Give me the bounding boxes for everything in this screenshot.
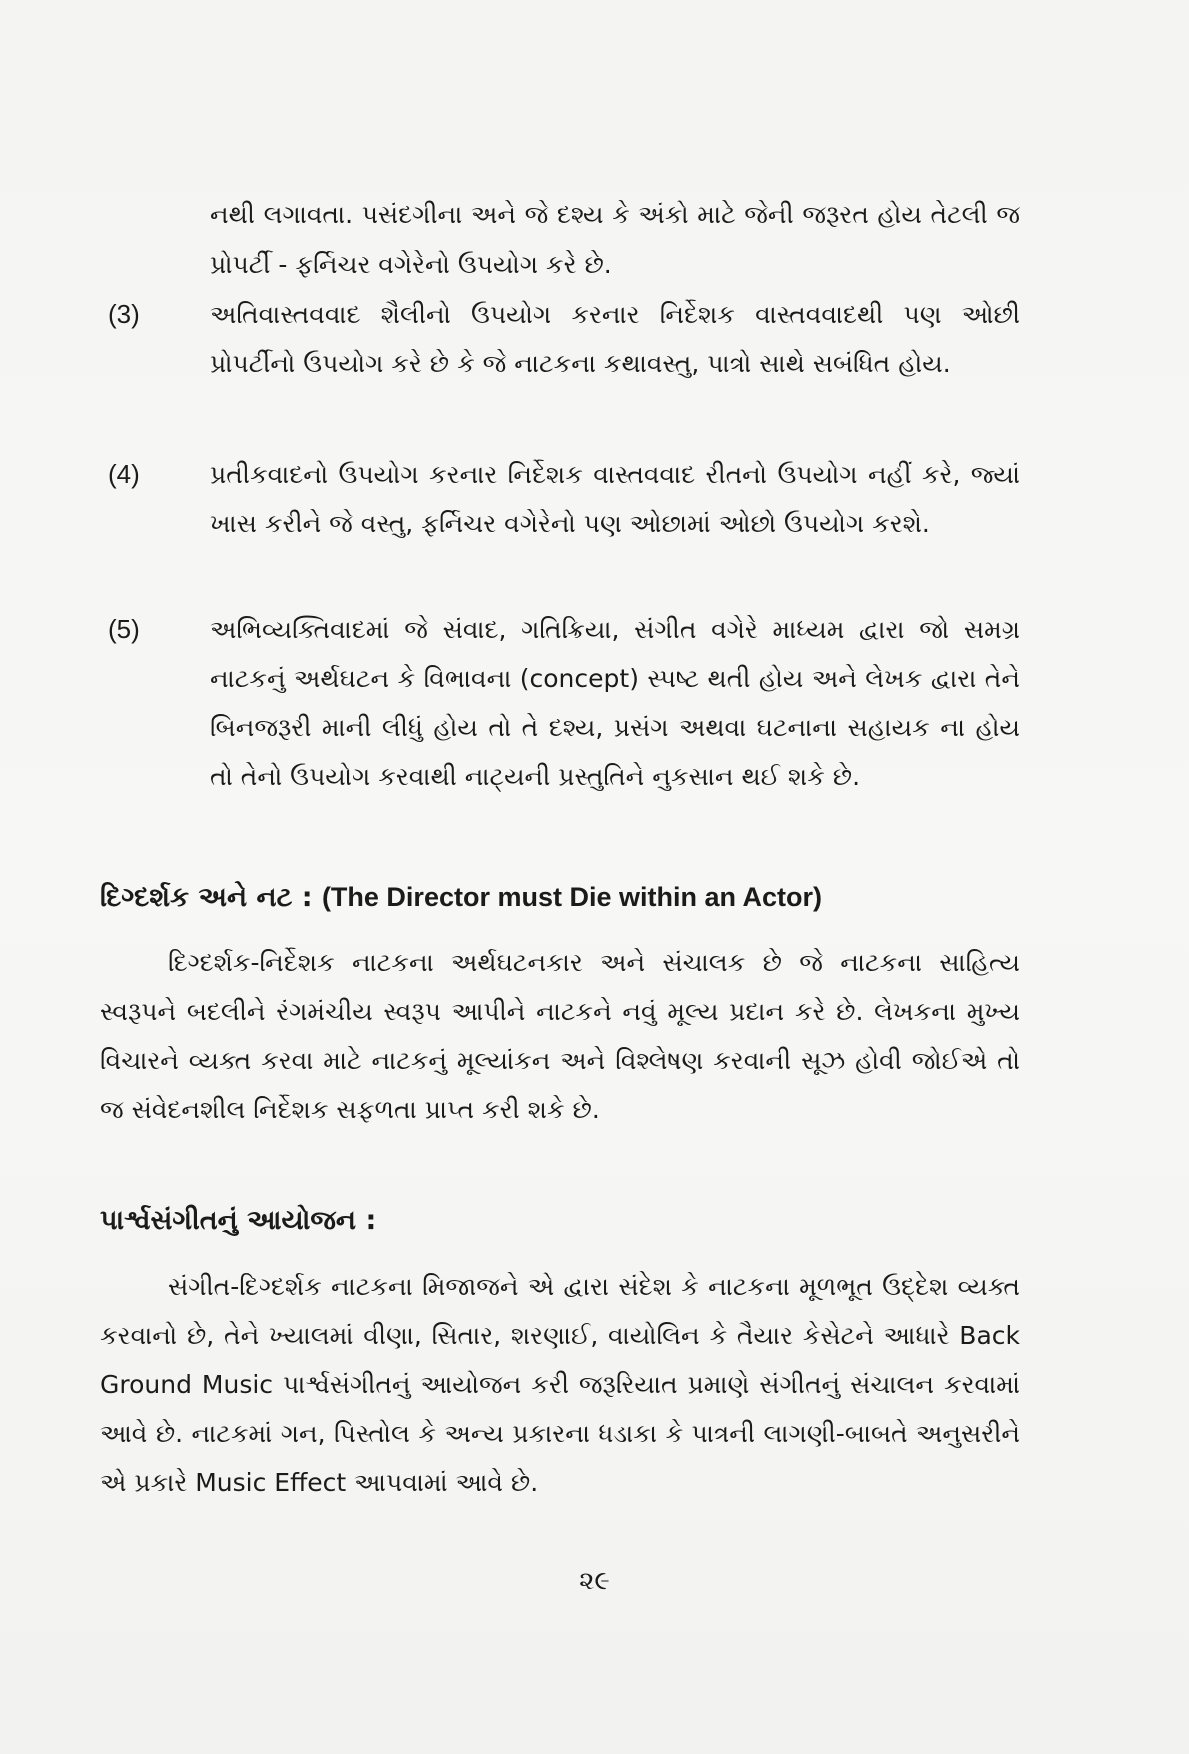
- page-number: ૨૯: [579, 1566, 610, 1596]
- list-item: [108, 450, 1020, 548]
- list-item-text: પ્રતીકવાદનો ઉપયોગ કરનાર નિર્દેશક વાસ્તવવાદ રીતનો ઉપયોગ નહીં કરે, જ્યાં ખાસ કરીને જે વસ્તુ, ફર્નિચર વગેરેનો પણ ઓછામાં ઓછો ઉપયોગ કરશે.: [210, 460, 1020, 538]
- intro-paragraph: નથી લગાવતા. પસંદગીના અને જે દશ્ય કે અંકો માટે જેની જરૂરત હોય તેટલી જ પ્રોપર્ટી - ફર્નિચર વગેરેનો ઉપયોગ કરે છે.: [210, 200, 1020, 279]
- director-paragraph: દિગ્દર્શક-નિર્દેશક નાટકના અર્થઘટનકાર અને સંચાલક છે જે નાટકના સાહિત્ય સ્વરૂપને બદલીને રંગમંચીય સ્વરૂપ આપીને નાટકને નવું મૂલ્ય પ્રદાન કરે છે. લેખકના મુખ્ય વિચારને વ્યક્ત કરવા માટે નાટકનું મૂલ્યાંકન અને વિશ્લેષણ કરવાની સૂઝ હોવી જોઈએ તો જ સંવેદનશીલ નિર્દેશક સફળતા પ્રાપ્ત કરી શકે છે.: [100, 948, 1020, 1124]
- section-heading-english: (The Director must Die within an Actor): [321, 882, 822, 912]
- section-heading-background-music: પાર્શ્વસંગીતનું આયોજન :: [100, 1205, 377, 1236]
- list-item-number: (5): [108, 614, 140, 644]
- list-item: [108, 290, 1020, 388]
- section-heading-director: [100, 872, 822, 923]
- list-item-number: (4): [108, 459, 140, 489]
- section-heading-gujarati: દિગ્દર્શક અને નટ :: [100, 882, 322, 913]
- list-item: [108, 605, 1020, 801]
- list-item-number: (3): [108, 299, 140, 329]
- list-item-text: અતિવાસ્તવવાદ શૈલીનો ઉપયોગ કરનાર નિર્દેશક વાસ્તવવાદથી પણ ઓછી પ્રોપર્ટીનો ઉપયોગ કરે છે કે જે નાટકના કથાવસ્તુ, પાત્રો સાથે સબંધિત હોય.: [210, 300, 1020, 378]
- list-item-text: અભિવ્યક્તિવાદમાં જે સંવાદ, ગતિક્રિયા, સંગીત વગેરે માધ્યમ દ્વારા જો સમગ્ર નાટકનું અર્થઘટન કે વિભાવના (concept) સ્પષ્ટ થતી હોય અને લેખક દ્વારા તેને બિનજરૂરી માની લીધું હોય તો તે દશ્ય, પ્રસંગ અથવા ઘટનાના સહાયક ના હોય તો તેનો ઉપયોગ કરવાથી નાટ્યની પ્રસ્તુતિને નુકસાન થઈ શકે છે.: [210, 615, 1020, 791]
- background-music-paragraph: સંગીત-દિગ્દર્શક નાટકના મિજાજને એ દ્વારા સંદેશ કે નાટકના મૂળભૂત ઉદ્દેશ વ્યક્ત કરવાનો છે, તેને ખ્યાલમાં વીણા, સિતાર, શરણાઈ, વાયોલિન કે તૈયાર કેસેટને આધારે Back Ground Music પાર્શ્વસંગીતનું આયોજન કરી જરૂરિયાત પ્રમાણે સંગીતનું સંચાલન કરવામાં આવે છે. નાટકમાં ગન, પિસ્તોલ કે અન્ય પ્રકારના ધડાકા કે પાત્રની લાગણી-બાબતે અનુસરીને એ પ્રકારે Music Effect આપવામાં આવે છે.: [100, 1272, 1020, 1497]
